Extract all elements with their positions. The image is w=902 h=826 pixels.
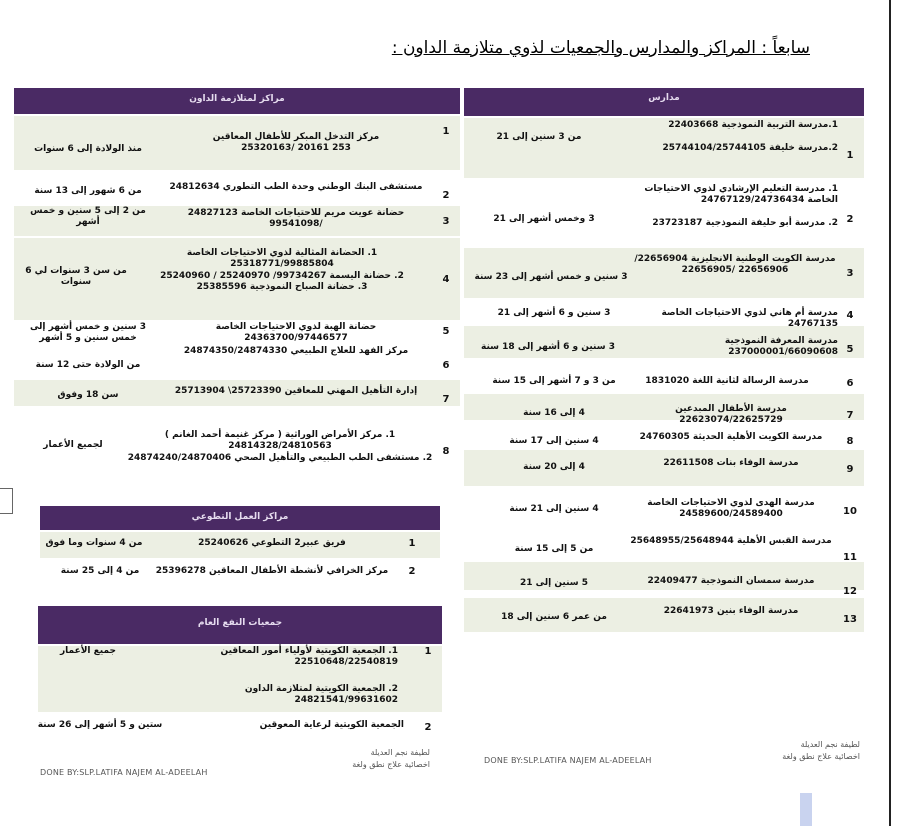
school-name: مدرسة الكويت الأهلية الحديثة 24760305 <box>639 432 823 442</box>
school-name: مدرسة الهدى لذوي الاحتياجات الخاصة 24589600/24589400 <box>647 498 815 520</box>
center-name: حضانة عويت مريم للاحتياجات الخاصة 24827123 /99541098 <box>187 208 405 230</box>
age-range: 4 سنين إلى 21 سنة <box>509 504 599 514</box>
age-range: من سن 3 سنوات لي 6 سنوات <box>25 266 127 288</box>
row-number: 2 <box>424 722 432 733</box>
row-number: 5 <box>846 344 854 355</box>
center-name: مستشفى البنك الوطني وحدة الطب التطوري 24812634 <box>169 182 423 192</box>
centers-header: مراكز لمتلازمة الداون <box>14 88 460 114</box>
row-number: 1 <box>424 646 432 657</box>
age-range: 4 إلى 20 سنة <box>523 462 585 472</box>
row-number: 2 <box>846 214 854 225</box>
row-number: 1 <box>846 150 854 161</box>
age-range: 3 سنين و خمس أشهر إلى خمس سنين و 5 أشهر <box>29 322 147 344</box>
age-range: سن 18 وفوق <box>57 390 119 400</box>
school-name: 1. مدرسة التعليم الإرشادي لذوي الاحتياجات الخاصة 24767129/24736434 2. مدرسة أبو حليفة النموذجية 23723187 <box>644 184 838 228</box>
age-range: من 5 إلى 15 سنة <box>514 544 594 554</box>
school-name: مدرسة أم هاني لذوي الاحتياجات الخاصة 24767135 <box>661 308 838 330</box>
societies-table <box>38 606 442 746</box>
age-range: ستين و 5 أشهر إلى 26 سنة <box>37 720 163 730</box>
school-name: مدرسة القبس الأهلية 25648955/25648944 <box>630 536 832 546</box>
row-number: 8 <box>442 446 450 457</box>
societies-header: جمعيات النفع العام <box>38 606 442 644</box>
age-range: 3 سنين و 6 أشهر إلى 21 <box>497 308 611 318</box>
age-range: لجميع الأعمار <box>43 440 103 450</box>
center-name: 1. مركز الأمراض الوراثية ( مركز غنيمة أحمد الغانم ) 24814328/24810563 2. مستشفى الطب الطبيعي والتأهيل الصحي 24874240/24870406 <box>127 430 433 463</box>
school-name: مدرسة المعرفة النموذجية 237000001/66090608 <box>724 336 838 358</box>
age-range: من عمر 6 سنين إلى 18 <box>501 612 607 622</box>
center-name: مركز الخرافي لأنشطة الأطفال المعاقين 25396278 <box>155 566 389 576</box>
edge-box <box>0 488 13 514</box>
school-name: مدرسة سمسان النموذجية 22409477 <box>647 576 815 586</box>
center-name: إدارة التأهيل المهني للمعاقين 25723390\ 25713904 <box>174 386 418 396</box>
row-number: 3 <box>846 268 854 279</box>
school-name: مدرسة الوفاء بنات 22611508 <box>663 458 799 468</box>
footer-arabic-left-1: لطيفة نجم العديلة <box>370 748 430 757</box>
age-range: من 4 إلى 25 سنة <box>60 566 140 576</box>
vocational-table <box>40 506 440 590</box>
page-right-border <box>889 0 891 826</box>
center-name: فريق عبير2 التطوعي 25240626 <box>198 538 346 548</box>
row-number: 6 <box>846 378 854 389</box>
society-name: 2. الجمعية الكويتية لمتلازمة الداون 24821541/99631602 <box>244 684 398 706</box>
society-name: الجمعية الكويتية لرعاية المعوقين <box>259 720 404 730</box>
row-number: 1 <box>408 538 416 549</box>
school-name: مدرسة الرسالة لثانية اللغة 1831020 <box>645 376 809 386</box>
center-name: مركز الفهد للعلاج الطبيعي 24874350/24874330 <box>183 346 409 356</box>
school-name: مدرسة الأطفال المبدعين 22623074/22625729 <box>675 404 787 426</box>
row-number: 2 <box>408 566 416 577</box>
center-name: مركز التدخل المبكر للأطفال المعاقين 253 20161 /25320163 <box>212 132 380 154</box>
row-number: 6 <box>442 360 450 371</box>
age-range: من 2 إلى 5 سنين و خمس أشهر <box>30 206 146 228</box>
row-number: 8 <box>846 436 854 447</box>
age-range: من 3 سنين إلى 21 <box>496 132 582 142</box>
age-range: 5 سنين إلى 21 <box>519 578 589 588</box>
age-range: جميع الأعمار <box>59 646 116 656</box>
vocational-header: مراكز العمل التطوعي <box>40 506 440 530</box>
row-number: 10 <box>843 506 857 517</box>
age-range: من الولادة حتى 12 سنة <box>35 360 141 370</box>
age-range: 3 وخمس أشهر إلى 21 <box>493 214 595 224</box>
row-number: 12 <box>843 586 857 597</box>
row-number: 2 <box>442 190 450 201</box>
page-title: سابعاً : المراكز والمدارس والجمعيات لذوي متلازمة الداون : <box>391 38 810 58</box>
row-number: 11 <box>843 552 857 563</box>
age-range: 4 سنين إلى 17 سنة <box>509 436 599 446</box>
age-range: من 6 شهور إلى 13 سنة <box>34 186 142 196</box>
age-range: منذ الولادة إلى 6 سنوات <box>34 144 142 154</box>
age-range: من 3 و 7 أشهر إلى 15 سنة <box>492 376 616 386</box>
schools-table <box>464 88 864 634</box>
age-range: من 4 سنوات وما فوق <box>45 538 143 548</box>
school-name: 1.مدرسة التربية النموذجية 22403668 2.مدرسة خليفة 25744104/25744105 <box>662 120 838 153</box>
school-name: مدرسة الكويت الوطنية الانجليزية 22656904/ 22656906 /22656905 <box>634 254 836 276</box>
school-name: مدرسة الوفاء بنين 22641973 <box>663 606 799 616</box>
row-number: 7 <box>846 410 854 421</box>
row-number: 3 <box>442 216 450 227</box>
center-name: حضانة الهبة لذوي الاحتياجات الخاصة 24363700/97446577 <box>215 322 377 344</box>
row-number: 5 <box>442 326 450 337</box>
schools-header: مدارس <box>464 88 864 116</box>
footer-arabic-right-2: اخصائية علاج نطق ولغة <box>782 752 860 761</box>
centers-table <box>14 88 460 478</box>
footer-credit-left: DONE BY:SLP.LATIFA NAJEM AL-ADEELAH <box>40 768 208 777</box>
row-number: 13 <box>843 614 857 625</box>
row-number: 1 <box>442 126 450 137</box>
footer-arabic-right-1: لطيفة نجم العديلة <box>800 740 860 749</box>
age-range: 3 سنين و خمس أشهر إلى 23 سنة <box>474 272 628 282</box>
row-number: 7 <box>442 394 450 405</box>
footer-arabic-left-2: اخصائية علاج نطق ولغة <box>352 760 430 769</box>
row-number: 4 <box>846 310 854 321</box>
row-number: 9 <box>846 464 854 475</box>
scroll-marker <box>800 793 812 826</box>
society-name: 1. الجمعية الكويتية لأولياء أمور المعاقين 22510648/22540819 <box>220 646 398 668</box>
age-range: 3 سنين و 6 أشهر إلى 18 سنة <box>481 342 615 352</box>
footer-credit-right: DONE BY:SLP.LATIFA NAJEM AL-ADEELAH <box>484 756 652 765</box>
age-range: 4 إلى 16 سنة <box>523 408 585 418</box>
center-name: 1. الحضانة المثالية لذوي الاحتياجات الخاصة 25318771/99885804 2. حضانة اليسمة 99734267/ 25240970 / 25240960 3. حضانة الصباح النموذجية 25385596 <box>160 248 404 292</box>
row-number: 4 <box>442 274 450 285</box>
